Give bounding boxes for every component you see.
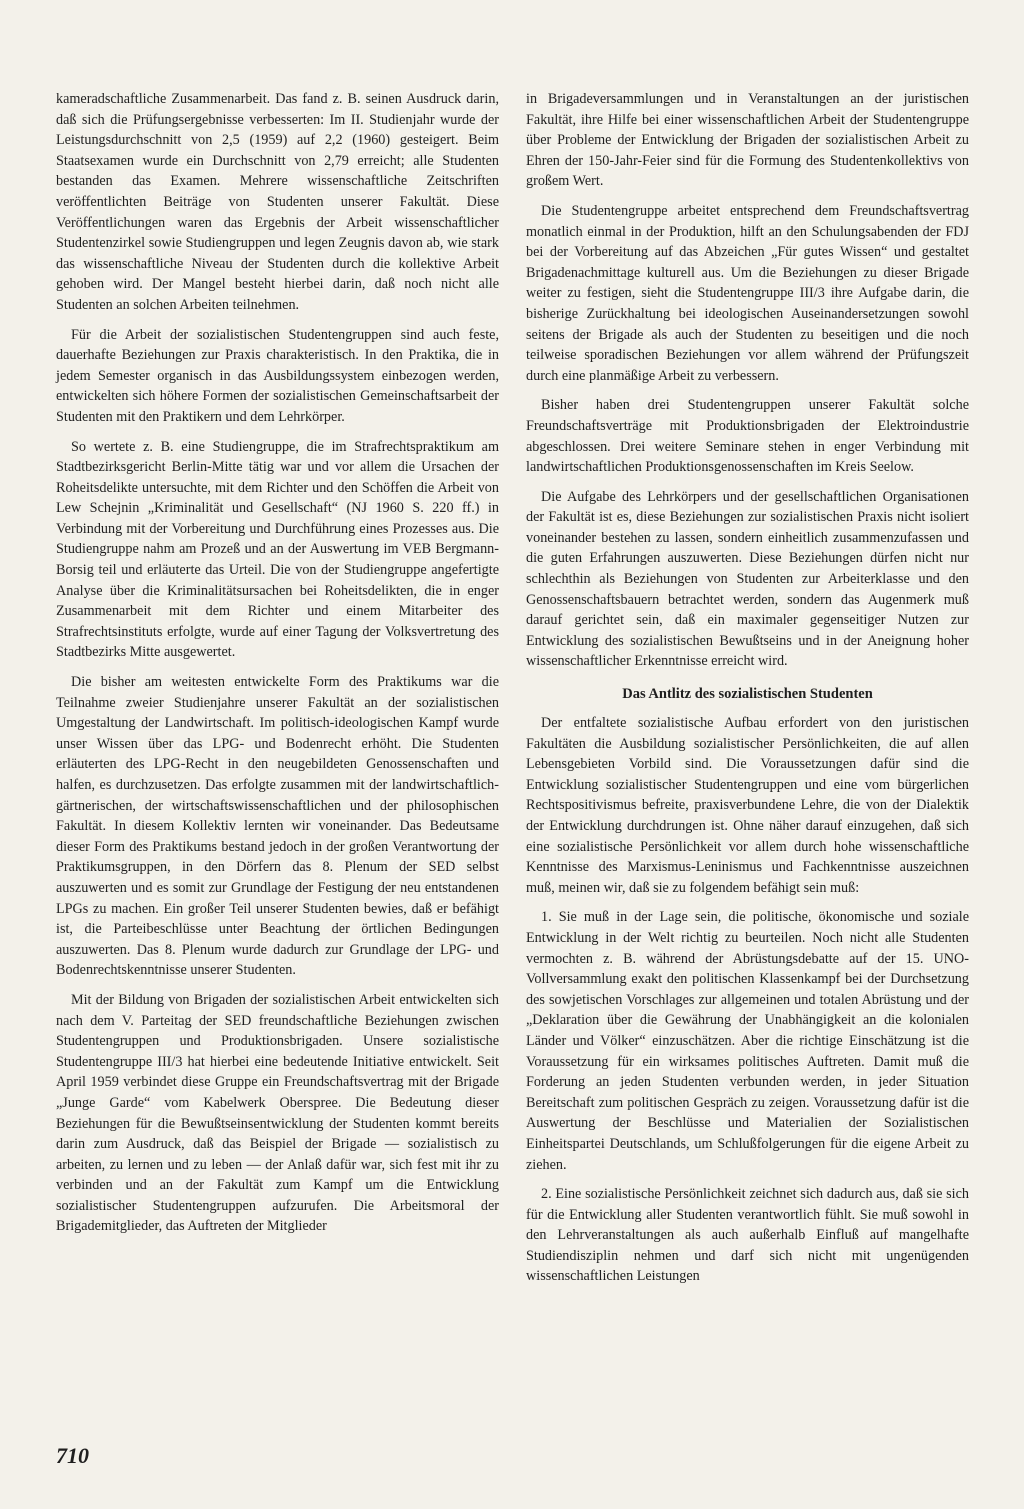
paragraph: 2. Eine sozialistische Persönlichkeit zeichnet sich dadurch aus, daß sie sich für die Entwicklung aller Studenten verantwortlich fühlt. Sie muß sowohl in den Lehrveranstaltungen als auch außerhalb Einfluß auf mangelhafte Studiendisziplin nehmen und darf sich nicht mit ungenügenden wissenschaftlichen Leistungen [526,1186,969,1285]
paragraph: 1. Sie muß in der Lage sein, die politische, ökonomische und soziale Entwicklung in der Welt richtig zu beurteilen. Noch nicht alle Studenten vermochten z. B. während der Abrüstungsdebatte auf der 15. UNO-Vollversammlung exakt den politischen Klassenkampf bei der Durchsetzung des sowjetischen Vorschlages zur allgemeinen und totalen Abrüstung und der „Deklaration über die Gewährung der Unabhängigkeit an die kolonialen Länder und Völker“ einzuschätzen. Aber die richtige Einschätzung ist die Voraussetzung für ein wirksames politisches Auftreten. Damit muß die Forderung an jeden Studenten verbunden werden, in jeder Situation Bereitschaft zum politischen Gespräch zu zeigen. Voraussetzung dafür ist die Auswertung der Beschlüsse und Materialien der Sozialistischen Einheitspartei Deutschlands, um Schlußfolgerungen für die eigene Arbeit zu ziehen. [526,909,969,1173]
right-column [526,89,969,1296]
paragraph: Die Studentengruppe arbeitet entsprechend dem Freundschaftsvertrag monatlich einmal in der Produktion, hilft an den Schulungsabenden der FDJ bei der Vorbereitung auf das Abzeichen „Für gutes Wissen“ und gestaltet Brigadenachmittage kulturell aus. Um die Beziehungen zu dieser Brigade weiter zu festigen, sieht die Studentengruppe III/3 ihre Aufgabe darin, die bisherige Zurückhaltung bei ideologischen Auseinandersetzungen sowohl seitens der Brigade als auch der Studenten zu beseitigen und die noch teilweise sporadischen Beziehungen vor allem während der Prüfungszeit durch eine planmäßige Arbeit zu verbessern. [526,202,969,384]
section-heading: Das Antlitz des sozialistischen Studenten [622,686,873,703]
paragraph: Der entfaltete sozialistische Aufbau erfordert von den juristischen Fakultäten die Ausbildung sozialistischer Persönlichkeiten, die auf allen Lebensgebieten Vorbild sind. Die Voraussetzungen dafür sind die Entwicklung sozialistischer Studentengruppen und eine vom bürgerlichen Rechtspositivismus befreite, praxisverbundene Lehre, die von der Dialektik der Entwicklung durchdrungen ist. Ohne näher darauf einzugehen, daß sich eine sozialistische Persönlichkeit vor allem durch hohe wissenschaftliche Kenntnisse des Marxismus-Leninismus und Fachkenntnisse auszeichnen muß, meinen wir, daß sie zu folgendem befähigt sein muß: [526,715,969,896]
paragraph: Die bisher am weitesten entwickelte Form des Praktikums war die Teilnahme zweier Studienjahre unserer Fakultät an der sozialistischen Umgestaltung der Landwirtschaft. Im politisch-ideologischen Kampf wurde unser Wissen über das LPG- und Bodenrecht erhöht. Die Studenten erläuterten des LPG-Recht in den neugebildeten Genossenschaften und halfen, es durchzusetzen. Das erfolgte zusammen mit der landwirtschaftlich-gärtnerischen, der wirtschaftswissenschaftlichen und der philosophischen Fakultät. In diesem Kollektiv lernten wir voneinander. Das Bedeutsame dieser Form des Praktikums bestand jedoch in der großen Verantwortung der Praktikumsgruppen, in den Dörfern das 8. Plenum der SED selbst auszuwerten und es somit zur Grundlage der Festigung der neu entstandenen LPGs zu machen. Ein großer Teil unserer Studenten bewies, daß er befähigt ist, die Parteibeschlüsse unter Beachtung der örtlichen Bedingungen auszuwerten. Das 8. Plenum wurde dadurch zur Grundlage der LPG- und Bodenrechtskenntnisse unserer Studenten. [56,674,499,979]
paragraph: Für die Arbeit der sozialistischen Studentengruppen sind auch feste, dauerhafte Beziehungen zur Praxis charakteristisch. In den Praktika, die in jedem Semester organisch in das Ausbildungssystem einbezogen werden, entwickelten sich höhere Formen der sozialistischen Gemeinschaftsarbeit der Studenten mit den Praktikern und dem Lehrkörper. [56,326,499,425]
page-number: 710 [56,1443,89,1468]
paragraph: Bisher haben drei Studentengruppen unserer Fakultät solche Freundschaftsverträge mit Produktionsbrigaden der Elektroindustrie abgeschlossen. Drei weitere Seminare stehen in enger Verbindung mit landwirtschaftlichen Produktionsgenossenschaften im Kreis Seelow. [526,397,969,476]
paragraph: Mit der Bildung von Brigaden der sozialistischen Arbeit entwickelten sich nach dem V. Parteitag der SED freundschaftliche Beziehungen zwischen Studentengruppen und Produktionsbrigaden. Unsere sozialistische Studentengruppe III/3 hat hierbei eine bedeutende Initiative entwickelt. Seit April 1959 verbindet diese Gruppe ein Freundschaftsvertrag mit der Brigade „Junge Garde“ vom Kabelwerk Oberspree. Die Bedeutung dieser Beziehungen für die Bewußtseinsentwicklung der Studenten kommt bereits darin zum Ausdruck, daß das Beispiel der Brigade — sozialistisch zu arbeiten, zu lernen und zu leben — der Anlaß dafür war, sich fest mit ihr zu verbinden und an der Fakultät zum Kampf um die Entwicklung sozialistischer Studentengruppen aufzurufen. Die Arbeitsmoral der Brigademitglieder, das Auftreten der Mitglieder [56,991,499,1235]
paragraph: kameradschaftliche Zusammenarbeit. Das fand z. B. seinen Ausdruck darin, daß sich die Prüfungsergebnisse verbesserten: Im II. Studienjahr wurde der Leistungsdurchschnitt von 2,5 (1959) auf 2,2 (1960) gesteigert. Beim Staatsexamen wurde ein Durchschnitt von 2,79 erreicht; alle Studenten bestanden das Examen. Mehrere wissenschaftliche Zeitschriften veröffentlichten Beiträge von Studenten unserer Fakultät. Diese Veröffentlichungen waren das Ergebnis der Arbeit wissenschaftlicher Studentenzirkel sowie Studiengruppen und legen Zeugnis davon ab, wie stark das wissenschaftliche Niveau der Studenten durch die kollektive Arbeit gehoben wird. Der Mangel besteht hierbei darin, daß noch nicht alle Studenten an solchen Arbeiten teilnehmen. [56,91,499,313]
left-column [56,89,499,1246]
paragraph: So wertete z. B. eine Studiengruppe, die im Strafrechtspraktikum am Stadtbezirksgericht Berlin-Mitte tätig war und vor allem die Ursachen der Roheitsdelikte untersuchte, mit dem Richter und den Schöffen die Arbeit von Lew Schejnin „Kriminalität und Gesellschaft“ (NJ 1960 S. 220 ff.) in Verbindung mit der Vorbereitung und Durchführung eines Prozesses aus. Die Studiengruppe nahm am Prozeß und an der Auswertung im VEB Bergmann-Borsig teil und erläuterte das Urteil. Die von der Studiengruppe angefertigte Analyse über die Kriminalitätsursachen bei Roheitsdelikten, die in enger Zusammenarbeit mit dem Richter und einem Mitarbeiter des Strafrechtsinstituts erfolgte, wurde auf einer Tagung der Volksvertretung des Stadtbezirks Mitte ausgewertet. [56,438,499,661]
paragraph: in Brigadeversammlungen und in Veranstaltungen an der juristischen Fakultät, ihre Hilfe bei einer wissenschaftlichen Arbeit der Studentengruppe über Probleme der Entwicklung der Brigaden der sozialistischen Arbeit zu Ehren der 150-Jahr-Feier sind für die Formung des Studentenkollektivs von großem Wert. [526,91,969,190]
paragraph: Die Aufgabe des Lehrkörpers und der gesellschaftlichen Organisationen der Fakultät ist es, diese Beziehungen zur sozialistischen Praxis nicht isoliert voneinander bestehen zu lassen, sondern einheitlich zusammenzufassen und die guten Erfahrungen auszuwerten. Diese Beziehungen dürfen nicht nur schlechthin als Beziehungen von Studenten zur Arbeiterklasse und den Genossenschaftsbauern betrachtet werden, sondern das Augenmerk muß darauf gerichtet sein, daß ein maximaler gegenseitiger Nutzen zur Entwicklung des sozialistischen Bewußtseins und in der Aneignung hoher wissenschaftlicher Erkenntnisse erreicht wird. [526,488,969,670]
